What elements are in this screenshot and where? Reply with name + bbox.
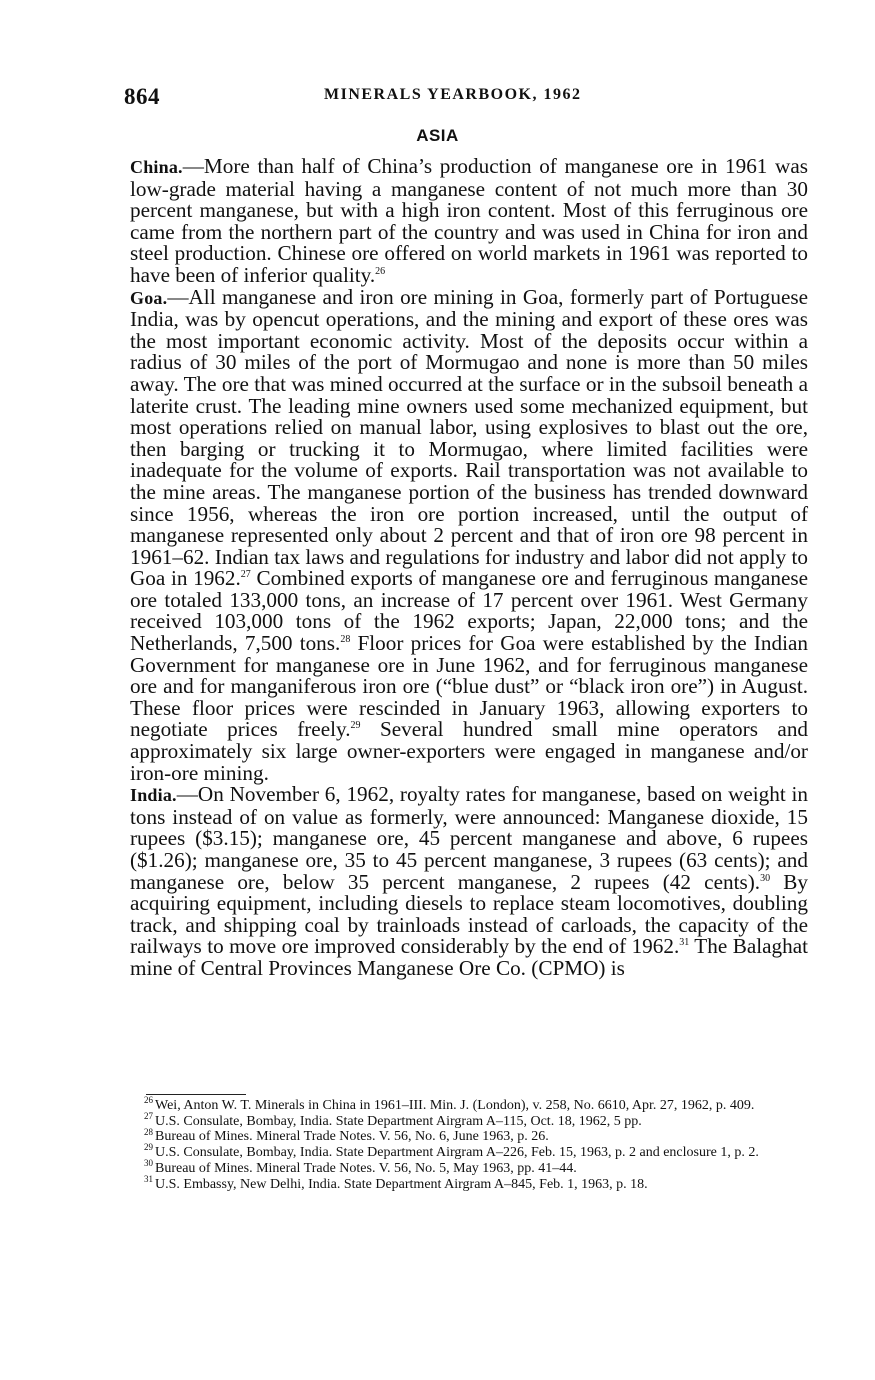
- lead-in-china: China.: [130, 157, 183, 177]
- paragraph-text: By acquiring equipment, including diesels to replace steam locomotives, doubling track, and shipping coal by trainloads instead of carloads, the capacity of the railways to move ore improved considerably by the end of 1962.: [130, 869, 808, 959]
- footnote: [144, 1111, 808, 1129]
- footnote-mark: 26: [144, 1095, 153, 1106]
- paragraph-india: [130, 784, 808, 979]
- footnote-text: U.S. Consulate, Bombay, India. State Department Airgram A–115, Oct. 18, 1962, 5 pp.: [155, 1113, 642, 1129]
- footnote-ref: 26: [375, 265, 386, 277]
- footnote-ref: 28: [340, 634, 351, 645]
- paragraph-text: Several hundred small mine operators and approximately six large owner-exporters were engaged in manganese and/or iron-ore mining.: [130, 717, 809, 785]
- running-title: MINERALS YEARBOOK, 1962: [324, 86, 582, 103]
- footnote-mark: 31: [144, 1173, 153, 1184]
- paragraph-text: Combined exports of manganese ore and ferruginous manganese ore totaled 133,000 tons, an increase of 17 percent over 1961. West Germany received 103,000 tons of the 1962 exports; Japan, 22,000 tons; and the Netherlands, 7,500 tons.: [130, 566, 808, 656]
- paragraph-text: —On November 6, 1962, royalty rates for manganese, based on weight in tons instead of on value as formerly, were announced: Manganese dioxide, 15 rupees ($3.15); manganese ore, 45 percent manganese and above, 6 rupees ($1.26); manganese ore, 35 to 45 percent manganese, 3 rupees (63 cents); and manganese ore, below 35 percent manganese, 2 rupees (42 cents).: [130, 782, 808, 894]
- footnote: [144, 1158, 808, 1176]
- footnote-mark: 28: [144, 1126, 153, 1137]
- lead-in-goa: Goa.: [130, 287, 168, 308]
- lead-in-india: India.: [130, 785, 177, 806]
- footnote-ref: 31: [679, 937, 690, 949]
- running-header: [124, 84, 810, 110]
- paragraph-text: Floor prices for Goa were established by the Indian Government for manganese ore in June 1962, and for ferruginous manganese ore and for manganiferous iron ore (“blue dust” or “black iron ore”) in August. These floor prices were rescinded in January 1963, allowing exporters to negotiate prices freely.: [130, 631, 808, 742]
- footnote-text: Wei, Anton W. T. Minerals in China in 1961–III. Min. J. (London), v. 258, No. 6610, Apr. 27, 1962, p. 409.: [155, 1098, 755, 1113]
- footnote-ref: 27: [240, 569, 251, 581]
- footnote-divider: [146, 1094, 246, 1095]
- paragraph-china: [130, 156, 808, 287]
- footnote-ref: 29: [350, 720, 361, 732]
- footnote-text: Bureau of Mines. Mineral Trade Notes. V. 56, No. 6, June 1963, p. 26.: [155, 1129, 549, 1145]
- footnote-mark: 30: [144, 1158, 153, 1169]
- footnote-mark: 27: [144, 1111, 153, 1122]
- paragraph-text: —All manganese and iron ore mining in Goa, formerly part of Portuguese India, was by opencut operations, and the mining and export of these ores was the most important economic activity. Most of the deposits occur within a radius of 30 miles of the port of Mormugao and none is more than 50 miles away. The ore that was mined occurred at the surface or in the subsoil beneath a laterite crust. The leading mine owners used some mechanized equipment, but most operations relied on manual labor, using explosives to blast out the ore, then barging or trucking it to Mormugao, where limited facilities were inadequate for the volume of exports. Rail transportation was not available to the mine areas. The manganese portion of the business has trended downward since 1956, whereas the iron ore portion increased, until the output of manganese represented only about 2 percent and that of iron ore 98 percent in 1961–62. Indian tax laws and regulations for industry and labor did not apply to Goa in 1962.: [130, 284, 808, 591]
- footnote-text: U.S. Embassy, New Delhi, India. State Department Airgram A–845, Feb. 1, 1963, p. 18.: [155, 1176, 648, 1192]
- paragraph-text: —More than half of China’s production of manganese ore in 1961 was low-grade material having a manganese content of not much more than 30 percent manganese, but with a high iron content. Most of this ferruginous ore came from the northern part of the country and was used in China for iron and steel production. Chinese ore offered on world markets in 1961 was reported to have been of inferior quality.: [130, 154, 808, 287]
- footnote-text: Bureau of Mines. Mineral Trade Notes. V. 56, No. 5, May 1963, pp. 41–44.: [155, 1160, 577, 1176]
- paragraph-goa: [130, 284, 809, 785]
- footnote-mark: 29: [144, 1142, 153, 1153]
- footnote: [144, 1142, 808, 1161]
- page-number: 864: [124, 84, 160, 109]
- body-text: [130, 156, 808, 980]
- footnote-text: U.S. Consulate, Bombay, India. State Department Airgram A–226, Feb. 15, 1963, p. 2 and enclosure 1, p. 2.: [155, 1145, 759, 1161]
- paragraph-text: The Balaghat mine of Central Provinces Manganese Ore Co. (CPMO) is: [130, 934, 808, 980]
- footnote: [144, 1095, 808, 1113]
- footnote-ref: 30: [760, 872, 771, 884]
- footnote: [144, 1126, 808, 1145]
- footnote: [144, 1173, 808, 1192]
- footnotes: [144, 1095, 808, 1192]
- section-heading: ASIA: [416, 126, 459, 145]
